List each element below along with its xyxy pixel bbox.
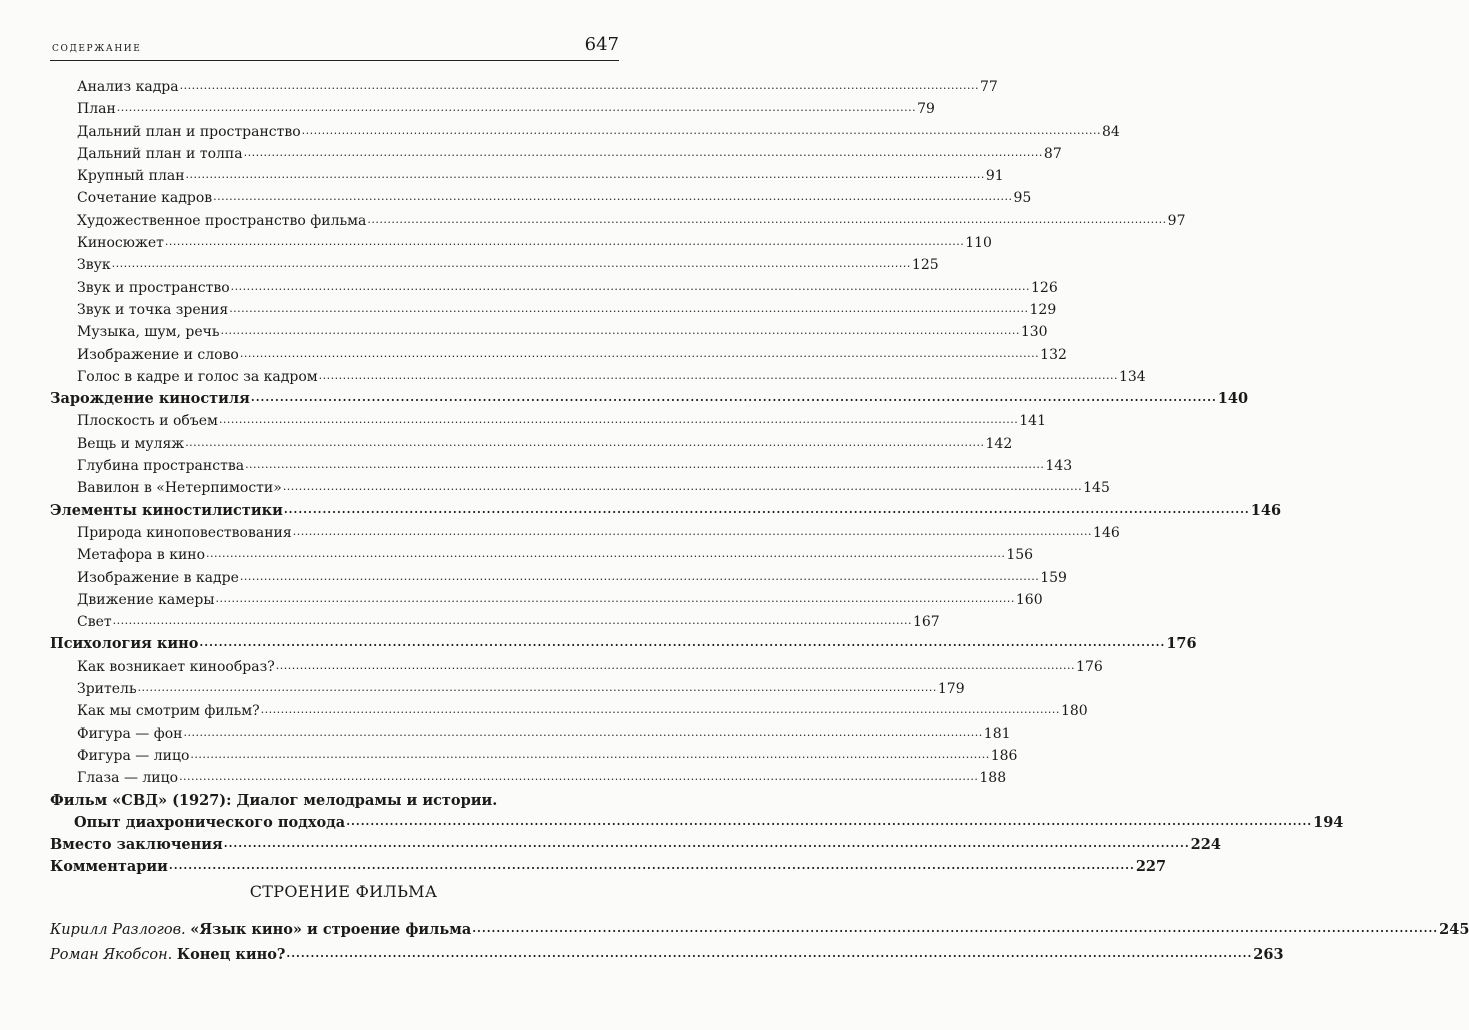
toc-entry-title: Художественное пространство фильма [77,212,367,229]
toc-chapter-title: Комментарии [50,858,168,876]
toc-entry [50,700,1088,722]
toc-entry-page: 126 [1031,279,1058,296]
toc-entry-title: Глубина пространства [77,458,245,475]
toc-entry-page: 129 [1029,301,1057,318]
toc-entry [50,477,1110,499]
toc-entry [50,187,1032,209]
entry-author: Роман Якобсон [50,947,168,963]
toc-entry-page: 145 [1083,480,1110,497]
toc-chapter [50,388,1249,410]
toc-entry [50,767,1007,789]
toc-entry [50,76,998,98]
dot-leader: ........................................................................................................................................................................................................ [472,922,1439,935]
toc-entry-title: Как возникает кинообраз? [77,658,275,675]
toc-entry-title: Фигура — фон [77,725,183,742]
toc-entry [50,254,939,276]
toc-entry-page: 263 [1253,946,1284,963]
dot-leader: ........................................................................................................................................................................................................ [179,770,979,784]
toc-entry [50,410,1046,432]
toc-entry [50,210,1186,232]
toc-entry-title: Метафора в кино [77,547,206,564]
page-number: 647 [584,34,619,55]
toc-entry-title: Сочетание кадров [77,190,213,207]
toc-chapter-page: 224 [1190,836,1221,854]
dot-leader: ........................................................................................................................................................................................................ [260,703,1060,717]
dot-leader: ........................................................................................................................................................................................................ [318,368,1118,382]
part-heading [0,882,687,901]
dot-leader: ........................................................................................................................................................................................................ [112,614,912,628]
dot-leader: ........................................................................................................................................................................................................ [164,235,965,249]
toc-entry-page: 95 [1013,190,1032,207]
running-head-section: содержание [52,39,142,54]
toc-chapter-page: 176 [1166,635,1197,653]
toc-entry [50,143,1062,165]
toc-entry-title: Звук и точка зрения [77,301,229,318]
toc-chapter [50,633,1197,655]
toc-chapter-page: 140 [1217,390,1249,408]
toc-entry-page: 146 [1093,524,1120,541]
dot-leader: ........................................................................................................................................................................................................ [116,101,917,115]
toc-chapter-title: Психология кино [50,635,199,653]
toc-entry [50,299,1057,321]
toc-entry-title: Вещь и муляж [77,435,185,452]
toc-entry-title: Движение камеры [77,591,215,608]
toc-entry-title: Звук [77,257,111,274]
toc-entry-page: 159 [1040,569,1067,586]
toc-chapter-title: Опыт диахронического подхода [74,813,346,831]
toc-chapter-title: Вместо заключения [50,836,223,854]
toc-entry-page: 160 [1015,591,1043,608]
dot-leader: ........................................................................................................................................................................................................ [239,569,1040,583]
toc-entry-page: 79 [917,101,935,118]
toc-entry-page: 141 [1019,413,1046,430]
toc-entry-page: 186 [990,747,1018,764]
toc-entry-page: 125 [911,257,939,274]
toc-entry-page: 176 [1076,658,1103,675]
dot-leader: ........................................................................................................................................................................................................ [206,547,1006,561]
dot-leader: ........................................................................................................................................................................................................ [185,168,985,182]
dot-leader: ........................................................................................................................................................................................................ [220,324,1020,338]
dot-leader: ........................................................................................................................................................................................................ [168,859,1135,873]
toc-entry [50,232,992,254]
toc-chapter-page: 146 [1250,501,1282,519]
dot-leader: ........................................................................................................................................................................................................ [239,346,1040,360]
toc-entry [50,544,1034,566]
dot-leader: ........................................................................................................................................................................................................ [199,636,1166,650]
toc-entry [50,745,1018,767]
dot-leader: ........................................................................................................................................................................................................ [111,257,911,271]
toc-entry-page: 180 [1060,703,1088,720]
toc-entry-page: 110 [965,235,992,252]
toc-entry-page: 188 [979,770,1007,787]
toc-entry-title: Как мы смотрим фильм? [77,703,260,720]
toc-entry-title: Музыка, шум, речь [77,324,220,341]
toc-entry-title: Глаза — лицо [77,770,179,787]
toc-entry-page: 142 [985,435,1013,452]
toc-chapter [50,834,1221,856]
toc-chapter [50,856,1167,878]
dot-leader: ........................................................................................................................................................................................................ [367,212,1167,226]
dot-leader: ........................................................................................................................................................................................................ [218,413,1019,427]
toc-entry [50,321,1048,343]
toc-entry [50,121,1120,143]
toc-entry [50,433,1013,455]
dot-leader: ........................................................................................................................................................................................................ [346,814,1313,828]
toc-entry-page: 87 [1043,145,1062,162]
entry-separator: . [167,947,177,963]
toc-entry-page: 77 [979,79,998,95]
table-of-contents [50,76,1344,879]
dot-leader: ........................................................................................................................................................................................................ [245,458,1045,472]
dot-leader: ........................................................................................................................................................................................................ [250,391,1217,405]
toc-chapter-page: 227 [1135,858,1167,876]
dot-leader: ........................................................................................................................................................................................................ [282,480,1083,494]
toc-entry-title: План [77,101,116,118]
dot-leader: ........................................................................................................................................................................................................ [137,681,937,695]
toc-entry-page: 134 [1118,368,1146,385]
toc-entry-page: 156 [1006,547,1034,564]
dot-leader: ........................................................................................................................................................................................................ [179,79,979,92]
dot-leader: ........................................................................................................................................................................................................ [286,947,1253,960]
toc-entry [50,98,935,120]
toc-chapter-title: Элементы киностилистики [50,501,283,519]
toc-entry [50,589,1043,611]
toc-entry [50,917,1469,942]
toc-entry-page: 84 [1102,123,1120,140]
toc-entry-page: 97 [1167,212,1186,229]
dot-leader: ........................................................................................................................................................................................................ [213,190,1013,204]
toc-entry-title: Свет [77,614,112,631]
toc-entry-title: Изображение и слово [77,346,239,363]
toc-entry-page: 91 [985,168,1004,185]
toc-chapter [50,812,1344,834]
toc-entry-title: Зритель [77,681,137,698]
toc-entry-title: Голос в кадре и голос за кадром [77,368,318,385]
part-contents [50,917,1469,967]
toc-chapter-title: Зарождение киностиля [50,390,250,408]
toc-entry [50,277,1058,299]
toc-entry-title: Киносюжет [77,235,164,252]
dot-leader: ........................................................................................................................................................................................................ [243,145,1043,159]
toc-entry-title: Фигура — лицо [77,747,190,764]
dot-leader: ........................................................................................................................................................................................................ [275,658,1076,672]
toc-chapter-title: Фильм «СВД» (1927): Диалог мелодрамы и истории. [50,791,498,809]
toc-entry [50,942,1284,967]
entry-work: «Язык кино» и строение фильма [190,921,472,938]
toc-entry-page: 181 [983,725,1011,742]
entry-separator: . [181,922,191,938]
toc-entry-title: Природа киноповествования [77,524,292,541]
dot-leader: ........................................................................................................................................................................................................ [190,747,990,761]
toc-entry-page: 130 [1020,324,1048,341]
dot-leader: ........................................................................................................................................................................................................ [283,502,1250,516]
toc-entry-page: 245 [1439,921,1469,938]
toc-entry [50,344,1067,366]
dot-leader: ........................................................................................................................................................................................................ [185,435,985,449]
toc-entry [50,455,1073,477]
toc-chapter [50,500,1282,522]
entry-author: Кирилл Разлогов [50,922,182,938]
toc-entry-title: Звук и пространство [77,279,230,296]
dot-leader: ........................................................................................................................................................................................................ [223,837,1190,851]
toc-entry [50,678,965,700]
dot-leader: ........................................................................................................................................................................................................ [229,301,1029,315]
toc-entry [50,567,1067,589]
toc-entry [50,723,1011,745]
toc-chapter [50,790,617,812]
toc-entry [50,366,1146,388]
entry-work: Конец кино? [176,946,286,963]
dot-leader: ........................................................................................................................................................................................................ [230,279,1030,293]
toc-entry-page: 167 [912,614,940,631]
dot-leader: ........................................................................................................................................................................................................ [183,725,983,739]
toc-entry-page: 132 [1040,346,1067,363]
toc-entry-title: Плоскость и объем [77,413,218,430]
part-heading-text: СТРОЕНИЕ ФИЛЬМА [249,882,438,901]
toc-entry-title: Изображение в кадре [77,569,239,586]
toc-entry-page: 143 [1045,458,1073,475]
toc-entry-title: Дальний план и толпа [77,145,243,162]
toc-entry-title: Вавилон в «Нетерпимости» [77,480,282,497]
toc-entry-title: Крупный план [77,168,185,185]
toc-entry [50,522,1120,544]
toc-chapter-page: 194 [1313,813,1344,831]
toc-entry-title: Дальний план и пространство [77,123,301,140]
toc-entry-page: 179 [937,681,965,698]
toc-entry-title: Анализ кадра [77,79,179,95]
toc-entry [50,165,1004,187]
dot-leader: ........................................................................................................................................................................................................ [215,591,1015,605]
dot-leader: ........................................................................................................................................................................................................ [301,123,1101,137]
running-header [50,34,619,61]
dot-leader: ........................................................................................................................................................................................................ [292,524,1093,538]
toc-entry [50,656,1103,678]
toc-entry [50,611,940,633]
